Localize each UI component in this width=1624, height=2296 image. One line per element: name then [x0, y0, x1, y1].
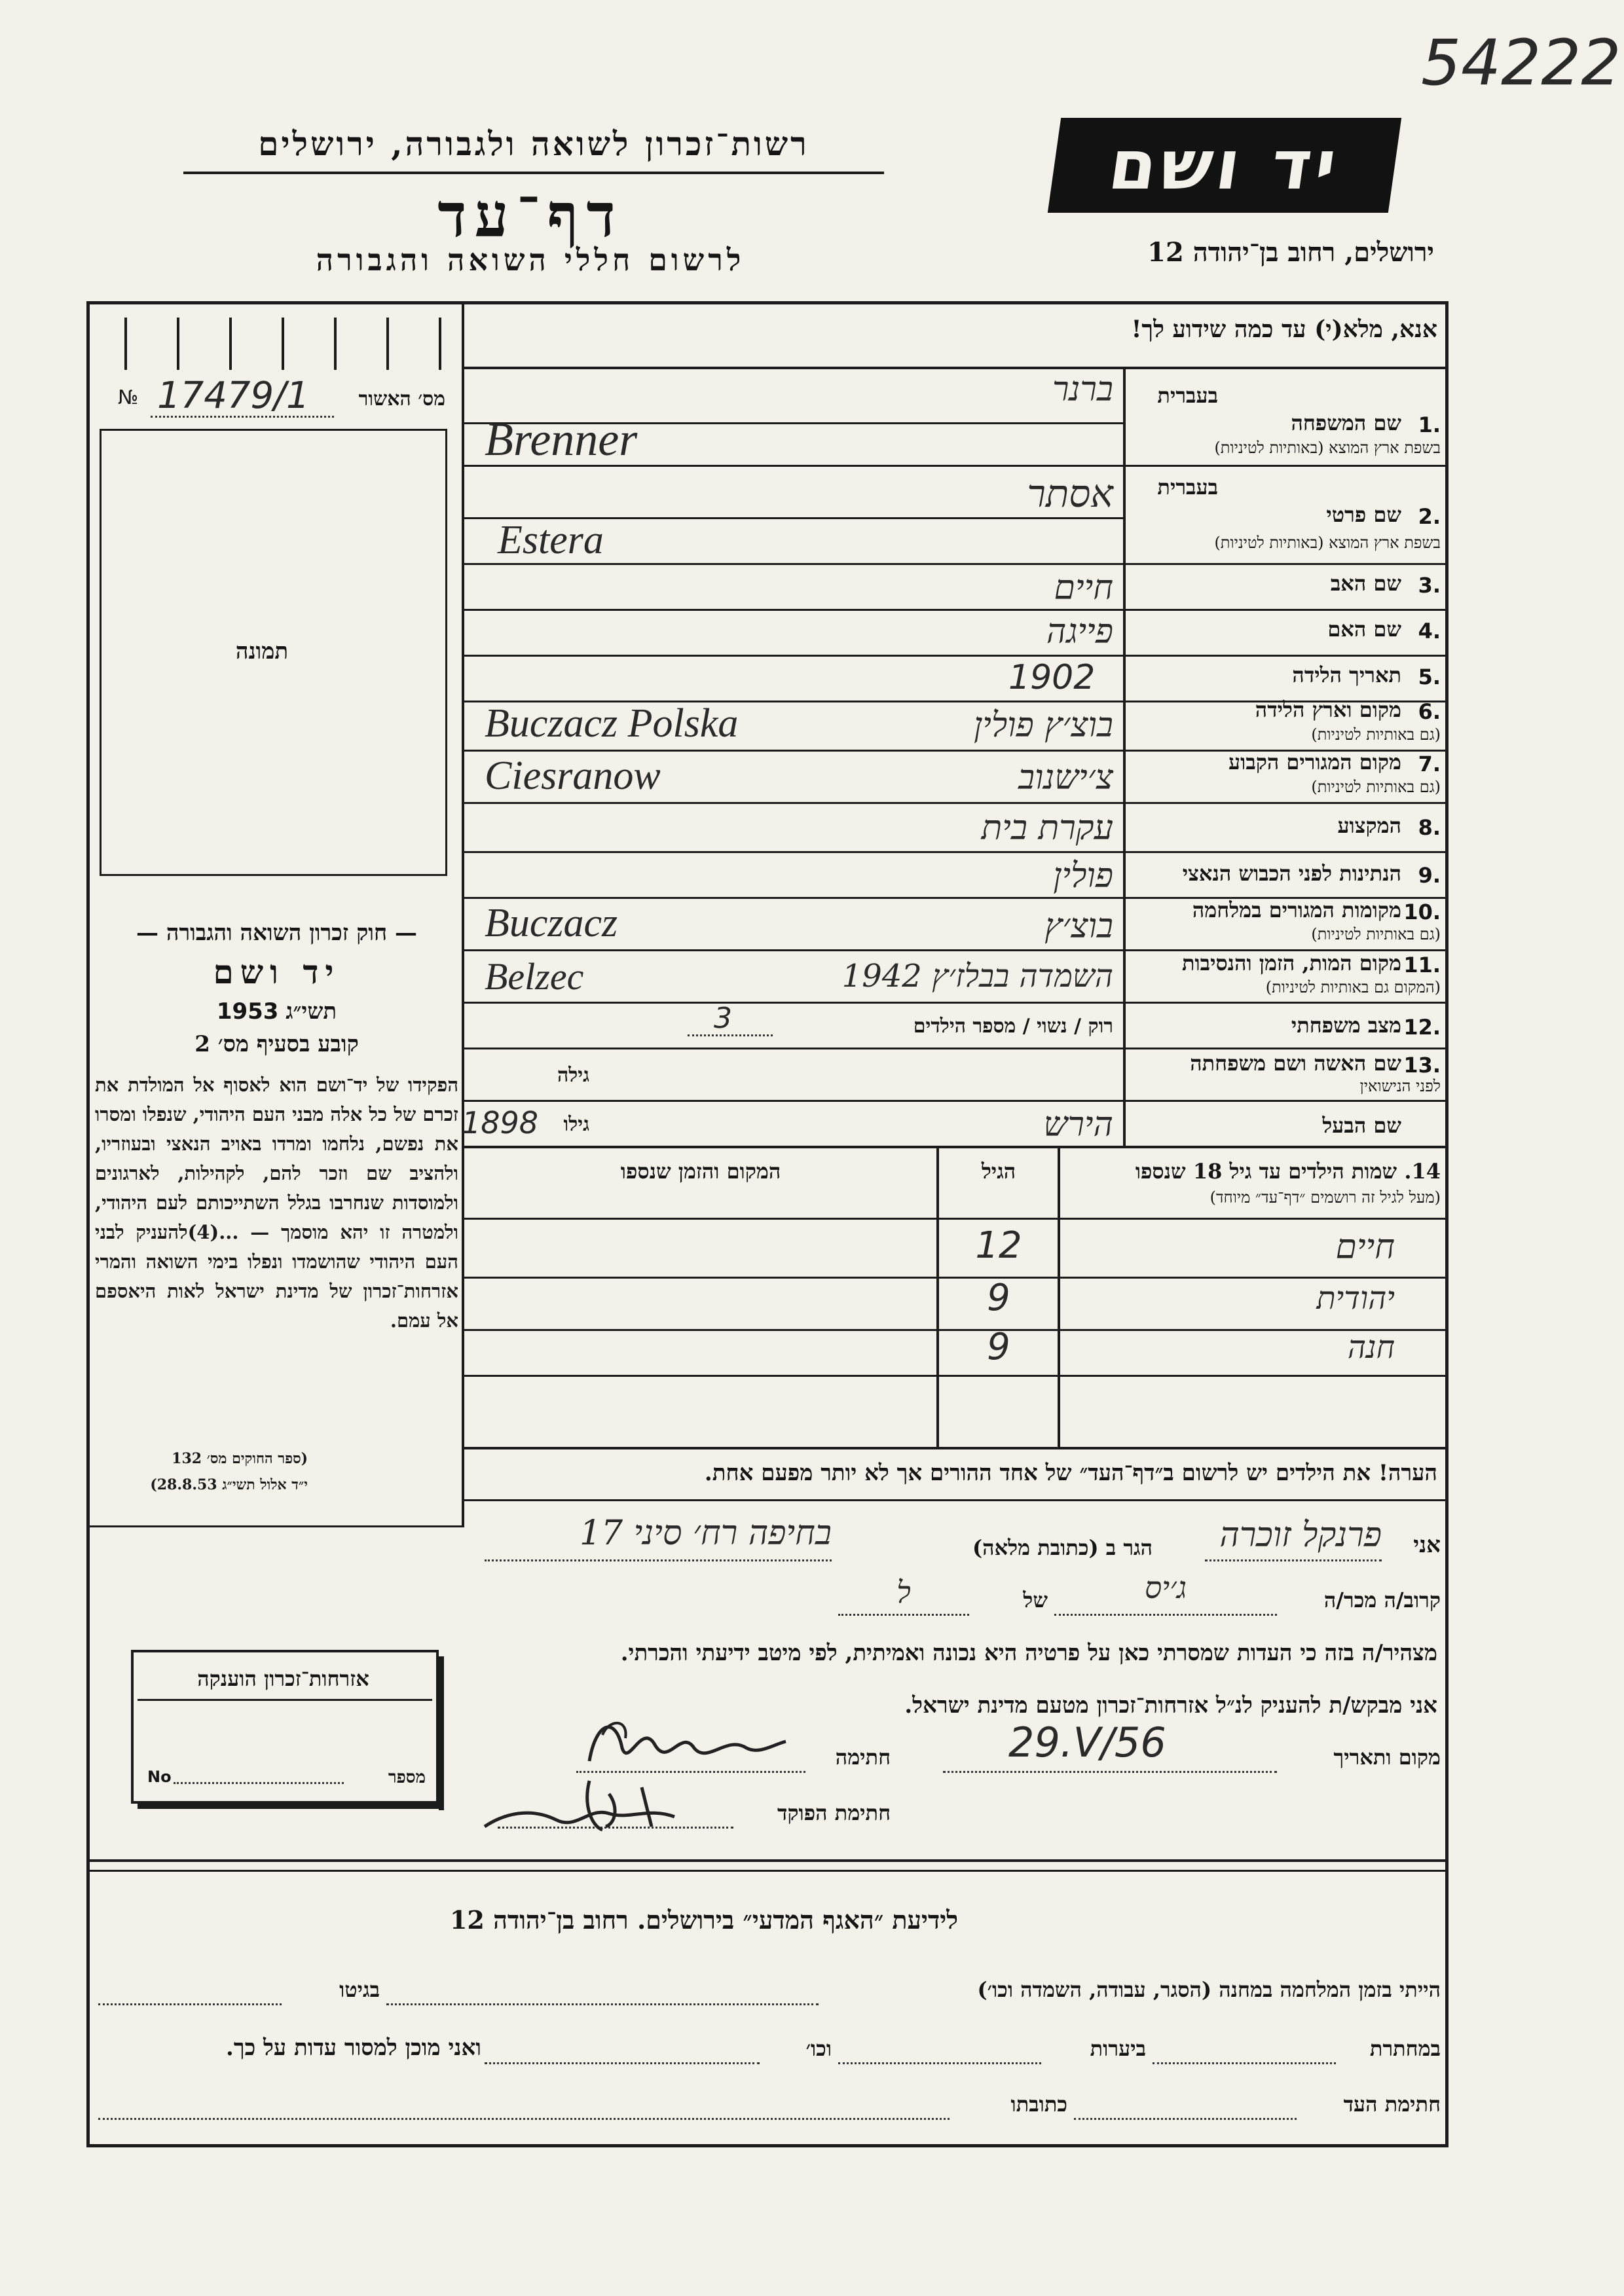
field-10-number: 10.	[1403, 900, 1441, 924]
archive-separator-2	[86, 1870, 1449, 1872]
field-9-number: 9.	[1418, 863, 1441, 888]
field-2-value-latin: Estera	[498, 518, 604, 562]
remark-bottom	[462, 1499, 1447, 1501]
left-column-divider	[462, 301, 464, 1525]
archive-line2-dotted-1	[1153, 2062, 1336, 2064]
photo-box-right	[445, 429, 447, 874]
certificate-box-shadow-b	[138, 1804, 444, 1809]
certificate-title-underline	[138, 1699, 432, 1701]
law-section: קובע בסעיף מס׳ 2	[194, 1031, 359, 1057]
authority-underline	[183, 172, 884, 174]
field-12-children-count: 3	[714, 1002, 732, 1035]
declarant-address-dotted	[485, 1559, 832, 1561]
relation-value: ג׳יס	[1144, 1570, 1187, 1605]
field-12-label: מצב משפחתי	[1291, 1013, 1401, 1038]
field-1-value-hebrew: ברנר	[1052, 370, 1113, 409]
field-8-number: 8.	[1418, 815, 1441, 840]
declaration-text: מצהיר/ה בזה כי העדות שמסרתי כאן על פרטיה היא נכונה ואמיתית, לפי מיטב ידיעתי והכרתי.	[620, 1640, 1437, 1666]
archive-line3-dotted-1	[1074, 2118, 1297, 2120]
authority-name: רשות־זכרון לשואה ולגבורה, ירושלים	[258, 124, 809, 163]
field-3-value: חיים	[1054, 568, 1113, 608]
children-row-line	[462, 1375, 1447, 1377]
declarant-address: בחיפה רח׳ סיני 17	[579, 1514, 832, 1553]
children-col-divider-2	[936, 1146, 939, 1447]
law-citation-2: י״ד אלול תשי״ג 28.8.53)	[150, 1476, 308, 1493]
field-5-value: 1902	[1008, 658, 1096, 697]
field-2-label: שם פרטי	[1326, 502, 1401, 527]
archive-line2-b: ביערות	[1090, 2036, 1146, 2061]
children-note: (מעל לגיל זה רושמים ״דף־עד״ מיוחד)	[1209, 1188, 1441, 1207]
archive-title: לידיעת ״האגף המדעי״ בירושלים. רחוב בן־יהודה 12	[449, 1905, 959, 1935]
row-line	[462, 1100, 1447, 1102]
children-row-line	[462, 1447, 1447, 1449]
signature-label: חתימה	[835, 1745, 891, 1770]
relation-dotted	[1054, 1614, 1277, 1616]
field-8-value: עקרת בית	[981, 809, 1113, 848]
date-value: 29.V/56	[1008, 1719, 1166, 1766]
field-4-value: פייגה	[1046, 612, 1113, 651]
field-7-number: 7.	[1418, 752, 1441, 776]
photo-box-bottom	[100, 874, 447, 876]
of-value: ל	[896, 1575, 911, 1610]
archive-line2-a: במחתרת	[1369, 2036, 1441, 2061]
certificate-number-dotted	[174, 1782, 344, 1784]
certificate-title: אזרחות־זכרון הוענקה	[197, 1666, 369, 1691]
field-5-number: 5.	[1418, 665, 1441, 689]
field-2-sub-label: בעברית	[1157, 475, 1218, 500]
row-line	[462, 563, 1447, 565]
form-subtitle: לרשום חללי השואה והגבורה	[316, 242, 745, 278]
field-11-number: 11.	[1403, 953, 1441, 977]
certificate-number-label: מספר	[388, 1768, 426, 1787]
husband-age-label: גילו	[563, 1113, 589, 1136]
law-name: יד ושם	[213, 953, 341, 991]
registration-no-mark: №	[118, 386, 139, 409]
field-7-note: (גם באותיות לטיניות)	[1311, 778, 1441, 796]
photo-box-left	[100, 429, 101, 874]
husband-age-value: 1898	[462, 1105, 539, 1140]
field-11-label: מקום המות, הזמן והנסיבות	[1181, 951, 1401, 975]
declarant-name-dotted	[1205, 1559, 1382, 1561]
field-3-number: 3.	[1418, 573, 1441, 598]
children-place-header: המקום והזמן שנספו	[620, 1159, 781, 1184]
law-year: 1953	[216, 998, 279, 1025]
field-6-note: (גם באותיות לטיניות)	[1311, 725, 1441, 744]
field-8-label: המקצוע	[1337, 813, 1401, 838]
archive-line2-c: וכו׳	[805, 2036, 832, 2061]
law-year-line	[95, 998, 458, 1025]
field-6-value-latin: Buczacz Polska	[485, 701, 739, 746]
law-body: הפקידו של יד־ושם הוא לאסוף אל המולדת את זכרם של כל אלה מבני העם היהודי, שנפלו ומסרו את נפשם, נלחמו ומרדו באויב הנאצי ובעוזריו, ולהציב שם וזכר להם, לקהילות, לארגונים ולמוסדות שנחרבו בגלל השתייכותם לעם היהודי, ולמטרה זו יהא מוסמך — ...(4)להעניק לבני העם היהודי שהושמדו ונפלו בימי השואה והמרי אזרחות־זכרון של מדינת ישראל לאות היאספם אל עמם.	[95, 1074, 458, 1332]
children-col-divider-1	[1058, 1146, 1060, 1447]
archive-separator-1	[86, 1859, 1449, 1862]
field-1-number: 1.	[1418, 412, 1441, 437]
archive-line3-a: חתימת העד	[1343, 2092, 1441, 2117]
row-line	[462, 655, 1447, 657]
field-1-sub-label: בעברית	[1157, 383, 1218, 408]
row-line	[462, 851, 1447, 853]
row-line	[462, 1002, 1447, 1004]
field-12-status-options: רוק / נשוי / מספר הילדים	[913, 1015, 1113, 1038]
field-13-age-label: גילה	[557, 1064, 589, 1087]
request-text: אני מבקש/ת להעניק לנ״ל אזרחות־זכרון מטעם מדינת ישראל.	[904, 1692, 1437, 1719]
form-title: דף־עד	[437, 180, 623, 251]
law-title: — חוק זכרון השואה והגבורה —	[136, 920, 417, 946]
serial-number: 54222	[1421, 26, 1621, 100]
photo-box-top	[100, 429, 447, 431]
archive-line1-dotted	[386, 2003, 819, 2005]
archive-line2-dotted-2	[838, 2062, 1041, 2064]
logo-text: יד ושם	[1104, 125, 1346, 205]
field-5-label: תאריך הלידה	[1292, 663, 1401, 687]
field-1-label: שם המשפחה	[1291, 410, 1401, 435]
field-10-note: (גם באותיות לטיניות)	[1311, 925, 1441, 943]
children-age-header: הגיל	[981, 1159, 1016, 1184]
registration-label: מס׳ האשור	[358, 388, 445, 410]
intro-text: אנא, מלא(י) עד כמה שידוע לך!	[1131, 316, 1437, 343]
official-signature	[478, 1768, 688, 1840]
law-year-hebrew: תשי״ג	[286, 998, 337, 1025]
declarant-residing-label: הגר ב (כתובת מלאה)	[972, 1535, 1153, 1560]
child-1-age: 12	[975, 1224, 1022, 1267]
archive-line1-b: בגיטו	[339, 1977, 380, 2002]
field-10-value-hebrew: בוצ׳ץ	[1044, 907, 1113, 946]
field-6-number: 6.	[1418, 699, 1441, 724]
of-dotted	[838, 1614, 969, 1616]
field-11-value-latin: Belzec	[485, 955, 584, 998]
field-10-label: מקומות המגורים במלחמה	[1192, 898, 1401, 922]
field-10-value-latin: Buczacz	[485, 901, 618, 945]
row-line	[462, 1146, 1447, 1148]
field-12-number: 12.	[1403, 1015, 1441, 1040]
field-11-value-hebrew: השמדה בבלז׳ץ 1942	[841, 958, 1113, 994]
declarant-ani-label: אני	[1413, 1532, 1441, 1558]
field-1-note: בשפת ארץ המוצא (באותיות לטיניות)	[1214, 439, 1441, 457]
field-7-value-latin: Ciesranow	[485, 754, 661, 798]
child-2-age: 9	[987, 1277, 1010, 1319]
husband-value: הירש	[1043, 1105, 1113, 1144]
field-9-value: פולין	[1053, 856, 1113, 896]
field-7-value-hebrew: צ׳ישנוב	[1018, 758, 1113, 797]
official-signature-label: חתימת הפוקד	[777, 1800, 891, 1825]
registration-dotted	[151, 416, 334, 418]
place-date-dotted	[943, 1771, 1277, 1773]
archive-line2-d: ואני מוכן למסור עדות על כך.	[226, 2035, 481, 2061]
field-13-number: 13.	[1403, 1053, 1441, 1078]
field-7-label: מקום המגורים הקבוע	[1228, 750, 1401, 774]
field-13-label: שם האשה ושם משפחתה	[1190, 1051, 1401, 1076]
field-3-label: שם האב	[1330, 571, 1401, 596]
row-line	[462, 802, 1447, 804]
law-citation-1: (ספר החוקים מס׳ 132	[172, 1450, 308, 1467]
archive-line3-b: כתובתו	[1010, 2092, 1067, 2117]
child-2-name: יהודית	[1316, 1280, 1395, 1317]
left-column-bottom	[86, 1525, 464, 1527]
address: ירושלים, רחוב בן־יהודה 12	[1147, 237, 1434, 268]
certificate-box-shadow-r	[439, 1656, 444, 1810]
children-title: 14. שמות הילדים עד גיל 18 שנספו	[1135, 1159, 1441, 1184]
declarant-name: פרנקל זוכרה	[1219, 1516, 1382, 1555]
field-6-label: מקום וארץ הלידה	[1255, 697, 1401, 722]
label-column-divider	[1123, 367, 1126, 1146]
field-13-note: לפני הנישואין	[1359, 1077, 1441, 1095]
registration-number: 17479/1	[157, 374, 310, 417]
field-9-label: הנתינות לפני הכבוש הנאצי	[1182, 861, 1401, 886]
archive-line2-dotted-3	[485, 2062, 760, 2064]
field-2-note: בשפת ארץ המוצא (באותיות לטיניות)	[1214, 534, 1441, 552]
children-header-bottom	[462, 1218, 1447, 1220]
field-1-value-latin: Brenner	[485, 413, 638, 465]
photo-label: תמונה	[235, 638, 289, 665]
of-label: של	[1023, 1588, 1048, 1613]
archive-line1-a: הייתי בזמן המלחמה במחנה (הסגר, עבודה, השמדה וכו׳)	[977, 1977, 1441, 2002]
certificate-no: No	[147, 1768, 172, 1786]
field-11-note: (המקום גם באותיות לטיניות)	[1265, 978, 1441, 996]
husband-label: שם הבעל	[1322, 1113, 1401, 1138]
declarant-signature	[576, 1709, 792, 1774]
child-3-age: 9	[987, 1326, 1010, 1368]
field-6-value-hebrew: בוצ׳ץ פולין	[973, 706, 1113, 745]
yad-vashem-logo	[1048, 118, 1401, 213]
field-2-number: 2.	[1418, 504, 1441, 529]
row-line	[462, 609, 1447, 611]
archive-line1-dotted-2	[98, 2003, 282, 2005]
field-2-value-hebrew: אסתר	[1027, 471, 1113, 516]
intro-bottom	[462, 367, 1447, 369]
archive-line3-dotted-2	[98, 2118, 950, 2120]
relative-label: קרוב/ה מכר/ה	[1323, 1588, 1441, 1613]
registration-boxes	[124, 318, 452, 370]
place-date-label: מקום ותאריך	[1333, 1745, 1441, 1770]
remark: הערה! את הילדים יש לרשום ב״דף־העד״ של אחד ההורים אך לא יותר מפעם אחת.	[704, 1460, 1437, 1486]
child-1-name: חיים	[1335, 1228, 1395, 1267]
child-3-name: חנה	[1347, 1329, 1395, 1366]
row-line	[462, 1048, 1447, 1049]
field-4-label: שם האם	[1327, 617, 1401, 642]
field-4-number: 4.	[1418, 619, 1441, 644]
